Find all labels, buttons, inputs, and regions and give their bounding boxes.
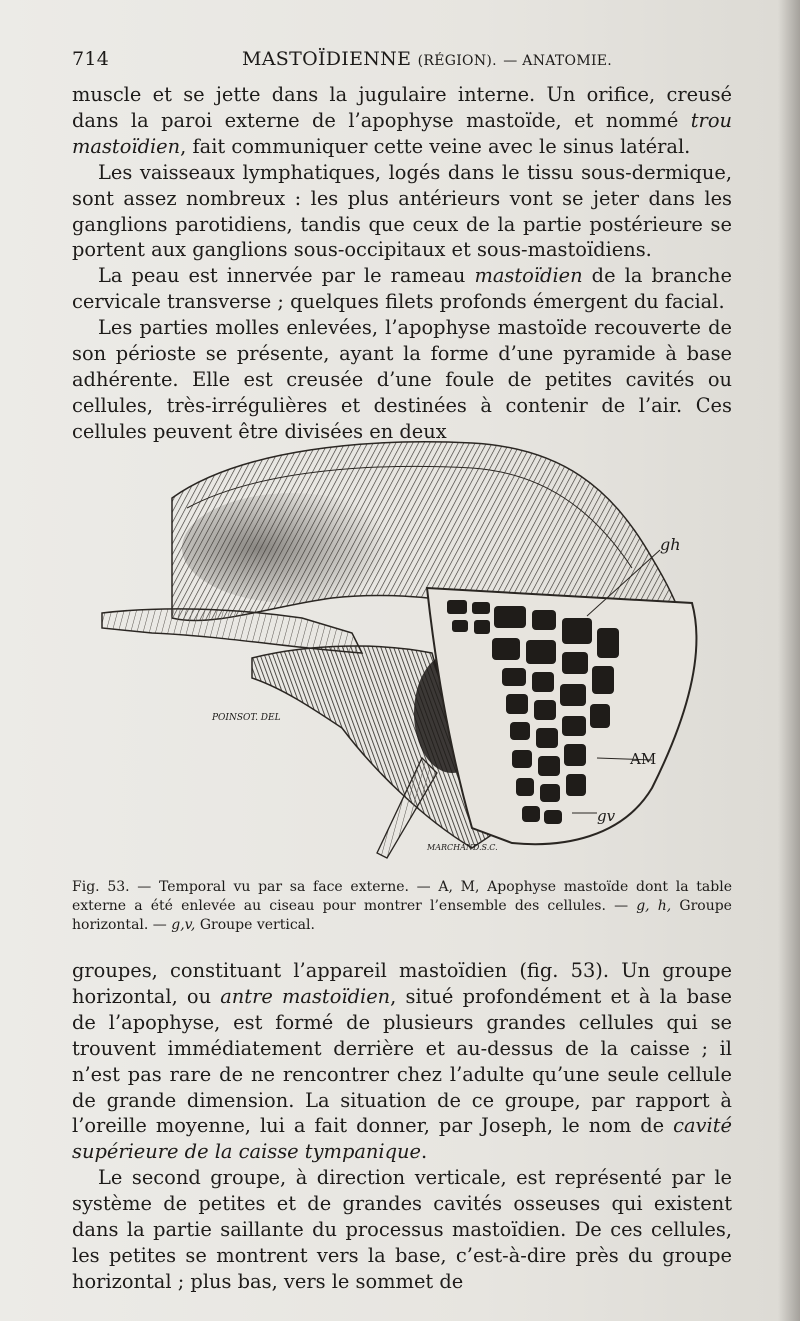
text-run: .: [420, 1140, 428, 1164]
paragraph: [72, 160, 732, 264]
figure-caption: [72, 878, 732, 935]
running-header: [72, 44, 732, 74]
caption-run: Groupe vertical.: [195, 917, 315, 933]
page-number: 714: [72, 48, 110, 70]
label-gh: gh: [660, 535, 681, 554]
paragraph: [72, 82, 732, 160]
text-run: , fait communiquer cette veine avec le sinus latéral.: [180, 134, 691, 158]
page-gutter-shadow: [778, 0, 800, 1321]
label-gv: gv: [597, 807, 616, 825]
paragraph: [72, 1165, 732, 1295]
running-title-region: (RÉGION).: [417, 53, 497, 69]
figure-temporal-bone: [92, 428, 722, 873]
label-am: AM: [630, 750, 657, 768]
text-run: muscle et se jette dans la jugulaire interne. Un orifice, creusé dans la paroi externe de l’apophyse mastoïde, et nommé: [72, 83, 732, 132]
paragraph: [72, 315, 732, 445]
text-run: Le second groupe, à direction verticale, est représenté par le système de petites et de grandes cavités osseuses qui existent dans la partie saillante du processus mastoïdien. De ces cellules, les petites se montrent vers la base, c’est-à-dire près du groupe horizontal ; plus bas, vers le sommet de: [72, 1166, 732, 1293]
italic-term: trou mastoïdien: [72, 108, 732, 158]
text-run: , situé profondément et à la base de l’apophyse, est formé de plusieurs grandes cellules qui se trouvent immédiatement derrière et au-dessus de la caisse ; il n’est pas rare de ne rencontrer chez l’adulte qu’une seule cellule de grande dimension. La situation de ce groupe, par rapport à l’oreille moyenne, lui a fait donner, par Joseph, le nom de: [72, 984, 732, 1138]
italic-term: cavité supérieure de la caisse tympanique: [72, 1114, 732, 1164]
running-title: [242, 48, 612, 70]
paragraph: [72, 958, 732, 1165]
text-run: Les vaisseaux lymphatiques, logés dans le tissu sous-dermique, sont assez nombreux : les plus antérieurs vont se jeter dans les ganglions parotidiens, tandis que ceux de la partie postérieure se portent aux ganglions sous-occipitaux et sous-mastoïdiens.: [72, 160, 732, 262]
text-run: Les parties molles enlevées, l’apophyse mastoïde recouverte de son périoste se présente, ayant la forme d’une pyramide à base adhérente. Elle est creusée d’une foule de petites cavités ou cellules, très-irrégulières et destinées à contenir de l’air. Ces cellules peuvent être divisées en deux: [72, 316, 732, 443]
paragraph: [72, 263, 732, 315]
figure-caption-text: [72, 879, 732, 933]
body-text-bottom: [72, 958, 732, 1295]
signature-engraver: MARCHAND.S.C.: [427, 843, 498, 852]
running-title-main: MASTOÏDIENNE: [242, 48, 412, 70]
text-run: de la branche cervicale transverse ; quelques filets profonds émergent du facial.: [72, 264, 732, 314]
italic-term: mastoïdien: [474, 264, 583, 288]
text-run: groupes, constituant l’appareil mastoïdien (fig. 53). Un groupe horizontal, ou: [72, 959, 732, 1008]
caption-run: — Temporal vu par sa face externe. — A, M, Apophyse mastoïde dont la table externe a été enlevée au ciseau pour montrer l’ensemble des cellules. —: [72, 879, 732, 914]
running-title-section: — ANATOMIE.: [503, 53, 613, 69]
caption-run: Groupe horizontal. —: [72, 898, 732, 933]
caption-italic: g,v,: [171, 917, 196, 933]
text-run: La peau est innervée par le rameau: [98, 264, 475, 288]
figure-caption-label: Fig. 53.: [72, 879, 130, 895]
italic-term: antre mastoïdien: [220, 984, 391, 1008]
caption-italic: g, h,: [636, 898, 672, 914]
signature-draughtsman: POINSOT. DEL: [212, 713, 281, 723]
body-text-top: [72, 82, 732, 445]
